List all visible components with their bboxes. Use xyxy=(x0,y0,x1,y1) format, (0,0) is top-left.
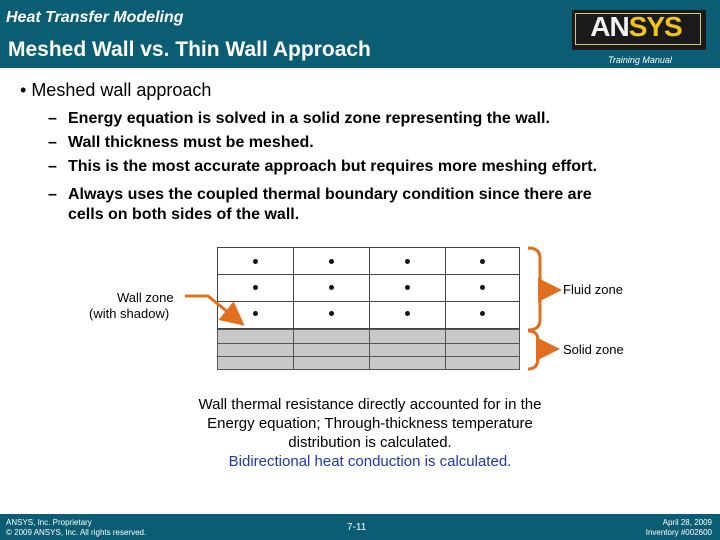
footer-inventory: Inventory #002600 xyxy=(645,528,712,537)
wall-zone-shadow-label: (with shadow) xyxy=(89,306,170,321)
solid-zone-label: Solid zone xyxy=(563,342,624,357)
main-bullet-text: Meshed wall approach xyxy=(31,80,212,100)
solid-zone-brace xyxy=(528,331,548,369)
dash-marker: – xyxy=(48,186,57,203)
fluid-zone-label: Fluid zone xyxy=(563,282,623,297)
footer-date: April 28, 2009 xyxy=(662,518,712,527)
wall-zone-arrow xyxy=(185,296,240,322)
dash-marker: – xyxy=(48,134,57,151)
sub-bullet-text: cells on both sides of the wall. xyxy=(68,206,300,223)
fluid-zone-brace xyxy=(528,248,550,330)
sub-bullet-text: This is the most accurate approach but requires more meshing effort. xyxy=(68,158,598,175)
dash-marker: – xyxy=(48,158,57,175)
sub-bullet-text: Wall thickness must be meshed. xyxy=(68,134,314,151)
caption-highlight: Bidirectional heat conduction is calculated. xyxy=(228,453,512,470)
caption-line: Energy equation; Through-thickness temperature xyxy=(207,415,533,432)
main-bullet: • Meshed wall approach xyxy=(20,80,212,100)
logo-text: ANSYS xyxy=(590,11,682,42)
footer-copyright: © 2009 ANSYS, Inc. All rights reserved. xyxy=(6,528,147,537)
diagram-caption xyxy=(160,395,580,471)
slide-subtitle: Heat Transfer Modeling xyxy=(6,9,184,26)
footer-proprietary: ANSYS, Inc. Proprietary xyxy=(6,518,92,527)
training-manual-label: Training Manual xyxy=(608,55,672,65)
page-number: 7-11 xyxy=(347,522,367,533)
wall-zone-label: Wall zone xyxy=(117,290,174,305)
sub-bullet-text: Always uses the coupled thermal boundary condition since there are xyxy=(68,186,592,203)
slide-footer xyxy=(0,514,720,540)
caption-line: Wall thermal resistance directly accounted for in the xyxy=(198,396,542,413)
sub-bullet-text: Energy equation is solved in a solid zone representing the wall. xyxy=(68,110,550,127)
caption-line: distribution is calculated. xyxy=(288,434,452,451)
dash-marker: – xyxy=(48,110,57,127)
slide-title: Meshed Wall vs. Thin Wall Approach xyxy=(8,38,371,61)
